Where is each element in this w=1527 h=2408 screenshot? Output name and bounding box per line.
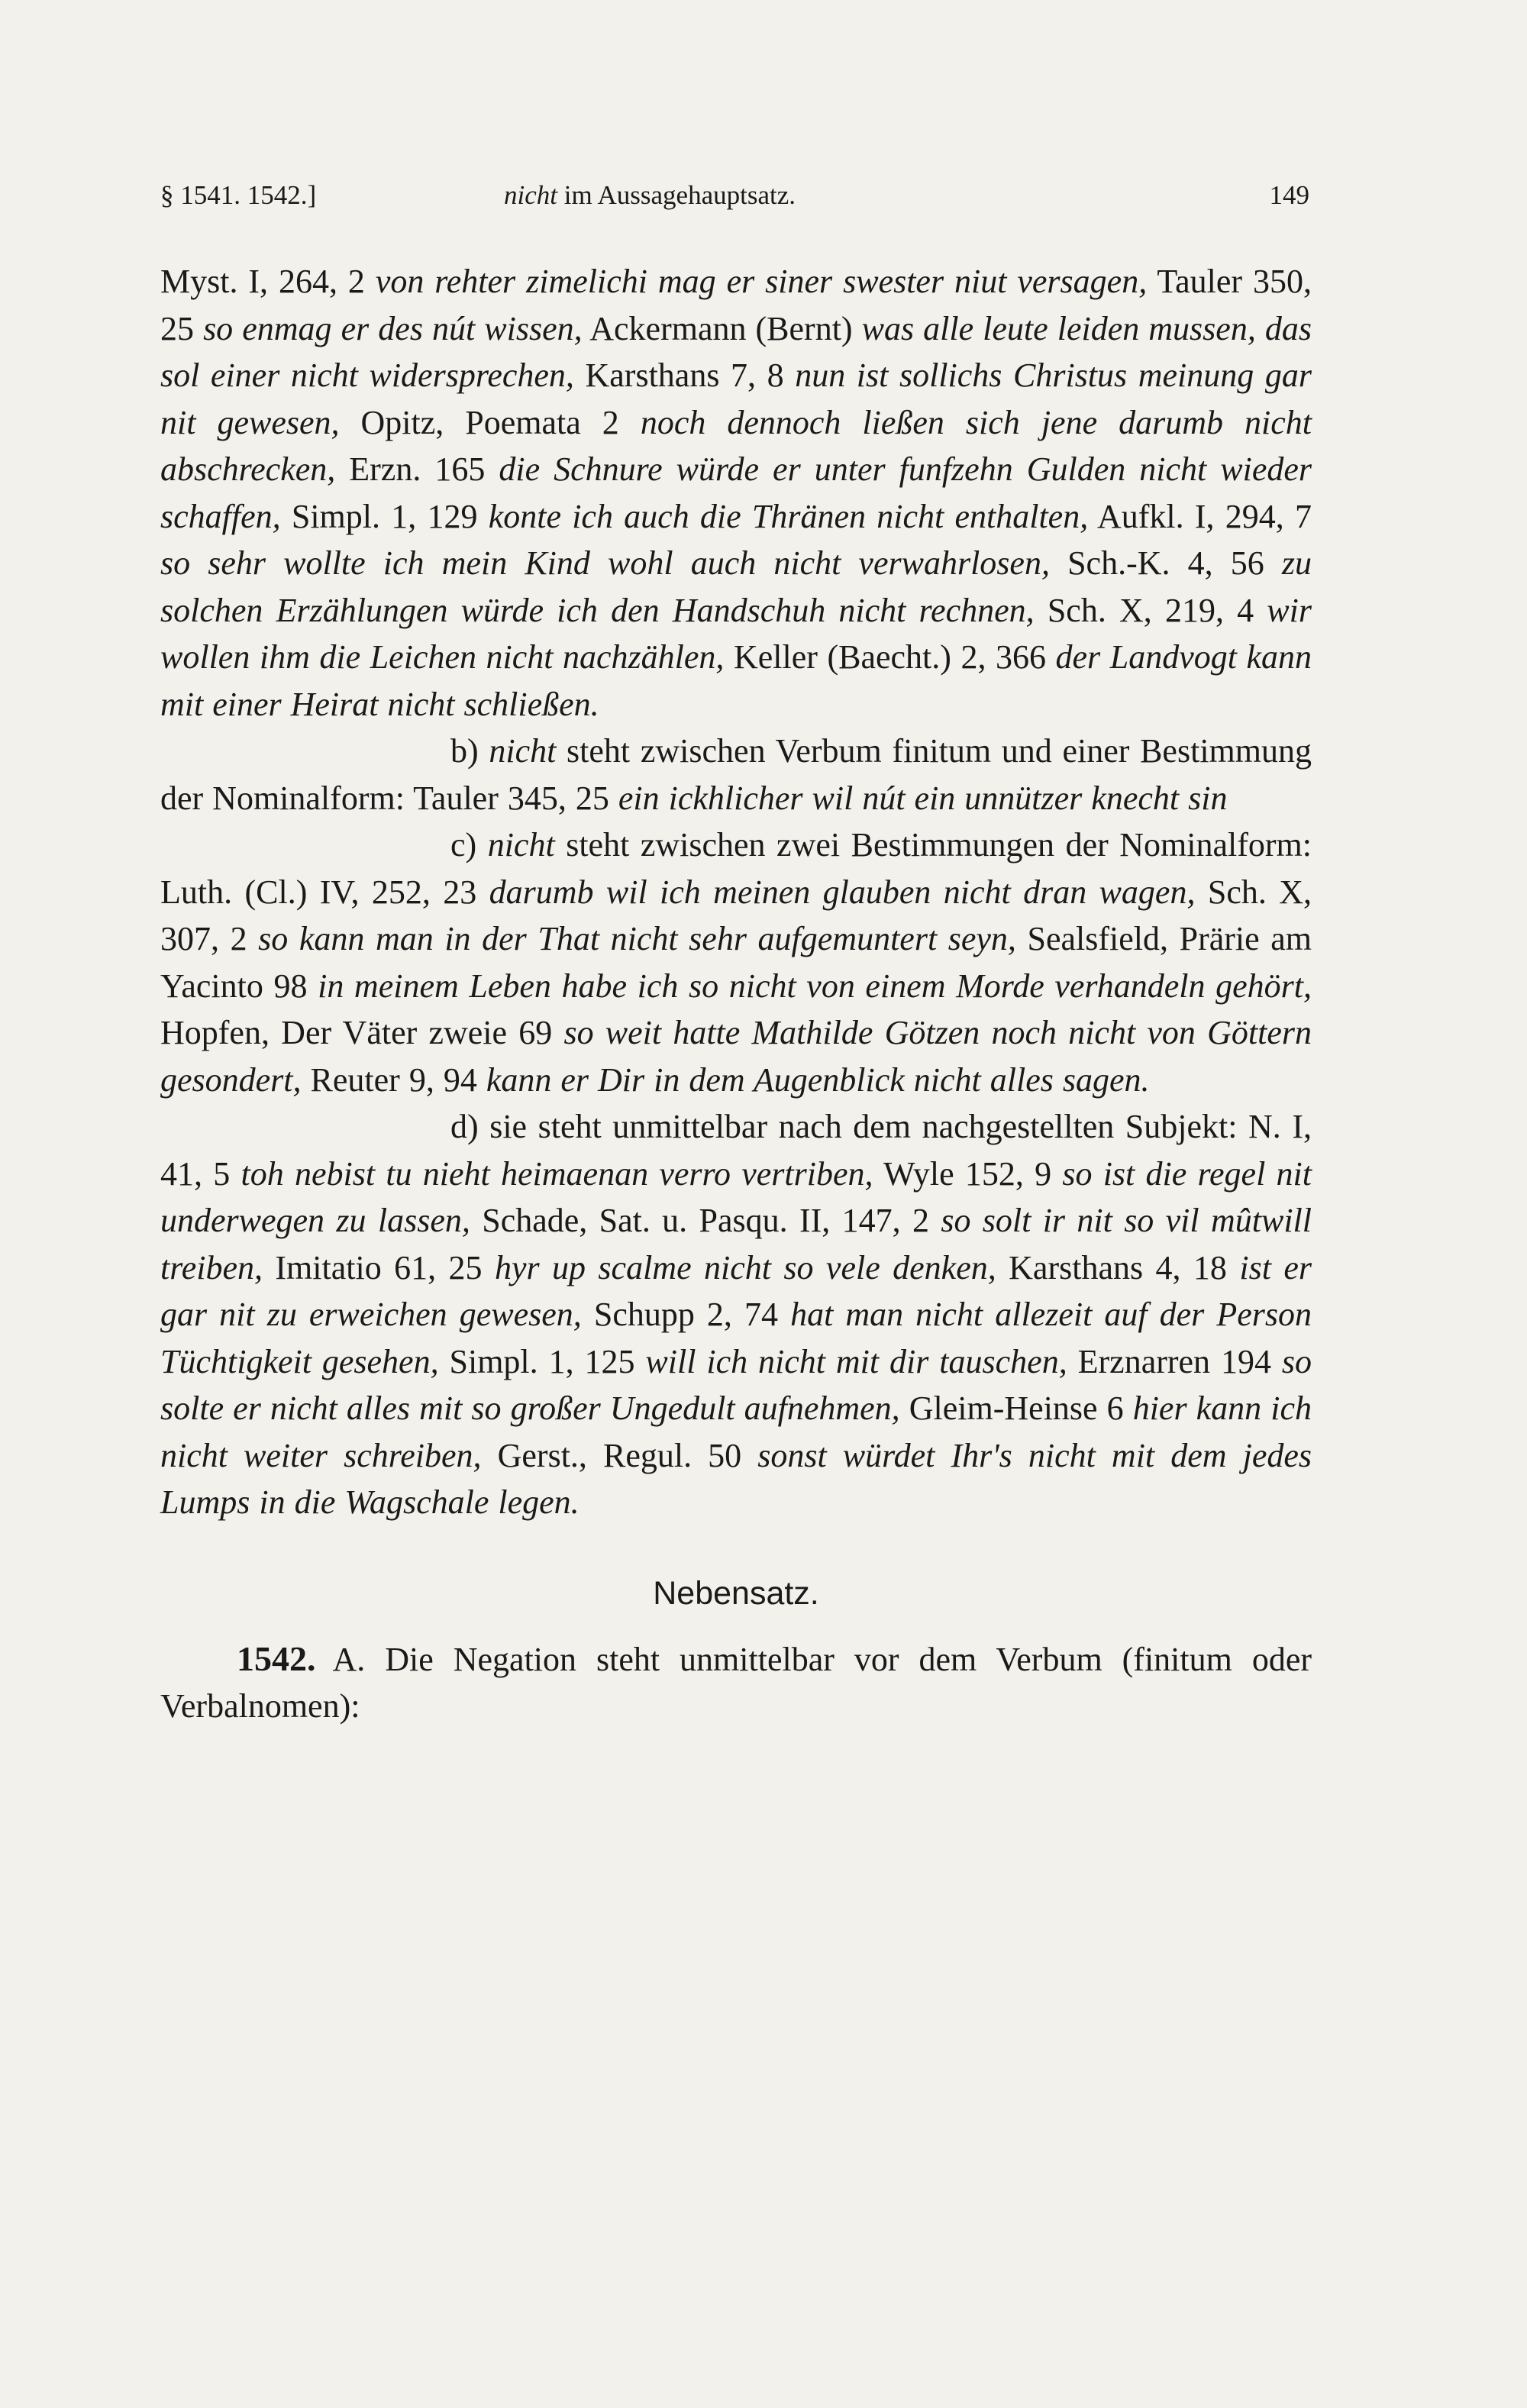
paragraph-c bbox=[160, 821, 1312, 1103]
italic-quote-5: so kann man in der That nicht sehr aufgemuntert seyn, bbox=[258, 920, 1016, 957]
text-run-10: Reuter 9, 94 bbox=[301, 1060, 486, 1099]
text-run-2: Tauler 350, 25 bbox=[160, 263, 1312, 347]
header-title-rest: im Aussagehauptsatz. bbox=[563, 180, 796, 210]
italic-quote-1: von rehter zimelichi mag er siner swester niut versagen, bbox=[375, 263, 1148, 300]
text-run-0: Myst. I, 264, 2 bbox=[160, 263, 376, 300]
text-run-0: b) bbox=[450, 732, 489, 770]
italic-quote-17: hier kann ich nicht weiter schreiben, bbox=[160, 1390, 1312, 1474]
subheading-nebensatz: Nebensatz. bbox=[653, 1574, 819, 1612]
paragraph-d bbox=[160, 1103, 1312, 1526]
text-run-12: Simpl. 1, 125 bbox=[438, 1342, 646, 1380]
text-run-20: Keller (Baecht.) 2, 366 bbox=[724, 638, 1056, 676]
italic-quote-11: kann er Dir in dem Augenblick nicht alles sagen. bbox=[486, 1060, 1150, 1099]
running-header bbox=[160, 174, 1309, 217]
text-run-14: Aufkl. I, 294, 7 bbox=[1088, 497, 1312, 535]
text-run-2: steht zwischen Verbum finitum und einer Bestimmung der Nominalform: Tauler 345, 25 bbox=[160, 732, 1312, 817]
text-run-10: Erzn. 165 bbox=[335, 450, 499, 488]
italic-quote-3: darumb wil ich meinen glauben nicht dran wagen, bbox=[489, 873, 1196, 911]
italic-quote-3: so ist die regel nit underwegen zu lassen, bbox=[160, 1154, 1312, 1239]
text-run-2: steht zwischen zwei Bestimmungen der Nominalform: Luth. (Cl.) IV, 252, 23 bbox=[160, 826, 1312, 911]
text-run-6: Imitatio 61, 25 bbox=[263, 1248, 495, 1286]
text-run-16: Gleim-Heinse 6 bbox=[899, 1390, 1133, 1427]
text-run-2: Wyle 152, 9 bbox=[873, 1154, 1063, 1193]
header-section-ref: § 1541. 1542.] bbox=[160, 180, 317, 210]
italic-quote-9: so weit hatte Mathilde Götzen noch nicht von Göttern gesondert, bbox=[160, 1014, 1312, 1099]
italic-quote-3: ein ickhlicher wil nút ein unnützer knecht sin bbox=[618, 779, 1228, 817]
header-title bbox=[504, 174, 796, 217]
section-1542-text: A. Die Negation steht unmittelbar vor dem Verbum (finitum oder Verbalnomen): bbox=[160, 1640, 1312, 1725]
text-run-0: d) sie steht unmittelbar nach dem nachgestellten Subjekt: N. I, 41, 5 bbox=[160, 1108, 1312, 1193]
page-number: 149 bbox=[1269, 180, 1309, 210]
italic-quote-7: in meinem Leben habe ich so nicht von einem Morde verhandeln gehört, bbox=[318, 967, 1312, 1005]
text-run-16: Sch.-K. 4, 56 bbox=[1049, 544, 1282, 582]
section-1542-paragraph bbox=[160, 1635, 1312, 1730]
text-run-8: Hopfen, Der Väter zweie 69 bbox=[160, 1014, 564, 1051]
text-run-4: Ackermann (Bernt) bbox=[582, 309, 862, 347]
italic-quote-1: nicht bbox=[487, 826, 555, 863]
italic-quote-13: konte ich auch die Thränen nicht enthalten, bbox=[488, 497, 1089, 535]
italic-quote-21: der Landvogt kann mit einer Heirat nicht schließen. bbox=[160, 638, 1312, 723]
text-run-18: Sch. X, 219, 4 bbox=[1034, 591, 1267, 629]
italic-quote-9: noch dennoch ließen sich jene darumb nicht abschrecken, bbox=[160, 403, 1312, 488]
paragraph-b bbox=[160, 728, 1312, 821]
italic-quote-17: zu solchen Erzählungen würde ich den Handschuh nicht rechnen, bbox=[160, 544, 1312, 629]
italic-quote-3: so enmag er des nút wissen, bbox=[203, 309, 583, 347]
italic-quote-1: toh nebist tu nieht heimaenan verro vertriben, bbox=[241, 1154, 873, 1193]
italic-quote-1: nicht bbox=[489, 732, 557, 770]
italic-quote-9: ist er gar nit zu erweichen gewesen, bbox=[160, 1248, 1312, 1333]
italic-quote-13: will ich nicht mit dir tauschen, bbox=[645, 1342, 1067, 1380]
italic-quote-15: so sehr wollte ich mein Kind wohl auch nicht verwahrlosen, bbox=[160, 544, 1050, 582]
text-run-6: Karsthans 7, 8 bbox=[573, 357, 796, 394]
text-run-10: Schupp 2, 74 bbox=[581, 1296, 791, 1333]
italic-quote-19: sonst würdet Ihr's nicht mit dem jedes Lumps in die Wagschale legen. bbox=[160, 1436, 1312, 1521]
text-run-6: Sealsfield, Prärie am Yacinto 98 bbox=[160, 920, 1312, 1005]
text-run-4: Schade, Sat. u. Pasqu. II, 147, 2 bbox=[470, 1202, 941, 1239]
text-run-0: c) bbox=[450, 826, 488, 863]
italic-quote-11: hat man nicht allezeit auf der Person Tüchtigkeit gesehen, bbox=[160, 1296, 1312, 1380]
italic-quote-7: hyr up scalme nicht so vele denken, bbox=[494, 1248, 996, 1286]
italic-quote-5: was alle leute leiden mussen, das sol einer nicht widersprechen, bbox=[160, 309, 1312, 394]
header-title-italic: nicht bbox=[504, 180, 557, 210]
italic-quote-19: wir wollen ihm die Leichen nicht nachzählen, bbox=[160, 591, 1312, 676]
text-run-4: Sch. X, 307, 2 bbox=[160, 873, 1312, 957]
paragraph-a-continuation bbox=[160, 258, 1312, 728]
main-text bbox=[160, 258, 1312, 1730]
text-run-8: Opitz, Poemata 2 bbox=[339, 403, 641, 441]
italic-quote-11: die Schnure würde er unter funfzehn Gulden nicht wieder schaffen, bbox=[160, 450, 1312, 535]
italic-quote-5: so solt ir nit so vil mûtwill treiben, bbox=[160, 1202, 1312, 1286]
text-run-12: Simpl. 1, 129 bbox=[280, 497, 489, 535]
italic-quote-7: nun ist sollichs Christus meinung gar nit gewesen, bbox=[160, 357, 1312, 441]
italic-quote-15: so solte er nicht alles mit so großer Ungedult aufnehmen, bbox=[160, 1342, 1312, 1427]
text-run-18: Gerst., Regul. 50 bbox=[481, 1436, 758, 1474]
section-number: 1542. bbox=[237, 1638, 316, 1678]
text-run-14: Erznarren 194 bbox=[1067, 1342, 1282, 1380]
text-run-8: Karsthans 4, 18 bbox=[996, 1248, 1240, 1286]
